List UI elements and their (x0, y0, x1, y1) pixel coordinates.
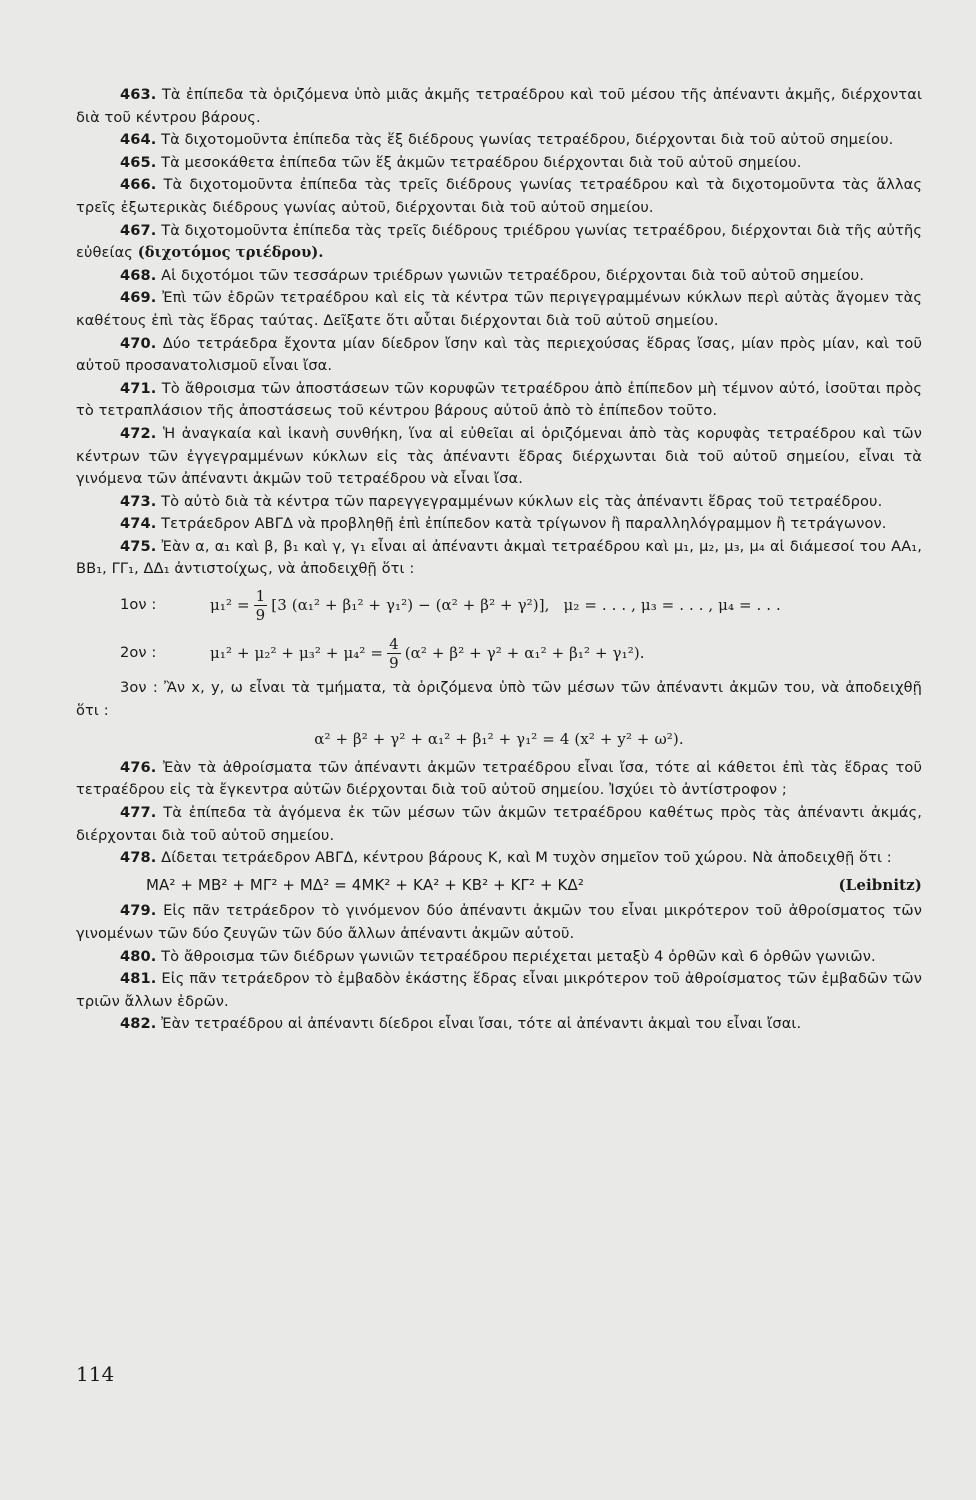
exercise-number: 480. (120, 947, 157, 965)
formula-3 (76, 677, 922, 722)
exercise-number: 481. (120, 970, 157, 988)
exercise-text: Τὸ ἄθροισμα τῶν διέδρων γωνιῶν τετραέδρου περιέχεται μεταξὺ 4 ὀρθῶν καὶ 6 ὀρθῶν γωνιῶν. (161, 947, 876, 965)
exercise-482 (76, 1013, 922, 1036)
exercise-number: 467. (120, 221, 157, 239)
formula-2 (76, 629, 922, 677)
exercise-text: Ἐὰν τὰ ἀθροίσματα τῶν ἀπέναντι ἀκμῶν τετραέδρου εἶναι ἴσα, τότε αἱ κάθετοι ἐπὶ τὰς ἕδρας τοῦ τετραέδρου εἰς τὰ ἔγκεντρα αὐτῶν διέρχονται διὰ τοῦ αὐτοῦ σημείου. Ἰσχύει τὸ ἀντίστροφον ; (76, 758, 922, 799)
exercise-text: Τὸ αὐτὸ διὰ τὰ κέντρα τῶν παρεγγεγραμμένων κύκλων εἰς τὰς ἀπέναντι ἕδρας τοῦ τετραέδρου. (161, 492, 883, 510)
formula-body: [3 (α₁² + β₁² + γ₁²) − (α² + β² + γ²)], (271, 595, 550, 614)
exercise-469 (76, 287, 922, 332)
exercise-468 (76, 265, 922, 288)
exercise-number: 477. (120, 804, 157, 822)
fraction (387, 635, 401, 672)
formula-1 (76, 581, 922, 629)
exercise-text: Εἰς πᾶν τετράεδρον τὸ γινόμενον δύο ἀπέναντι ἀκμῶν του εἶναι μικρότερον τοῦ ἀθροίσματος τῶν γινομένων τῶν δύο ζευγῶν τῶν δύο ἄλλων ἀπέναντι ἀκμῶν αὐτοῦ. (76, 902, 922, 942)
formula-label: 3ον : (120, 679, 158, 697)
leibnitz-formula: ΜΑ² + ΜΒ² + ΜΓ² + ΜΔ² = 4ΜΚ² + ΚΑ² + ΚΒ² + ΚΓ² + ΚΔ² (146, 875, 584, 894)
fraction (254, 587, 268, 624)
exercise-470 (76, 333, 922, 378)
exercise-number: 482. (120, 1015, 157, 1033)
exercise-number: 475. (120, 537, 157, 555)
formula-lhs: μ₁² = (210, 595, 250, 614)
exercise-464 (76, 129, 922, 152)
exercise-number: 479. (120, 902, 157, 920)
exercise-text: Ἐπὶ τῶν ἑδρῶν τετραέδρου καὶ εἰς τὰ κέντρα τῶν περιγεγραμμένων κύκλων περὶ αὐτὰς ἄγομεν τὰς καθέτους ἐπὶ τὰς ἕδρας ταύτας. Δεῖξατε ὅτι αὗται διέρχονται διὰ τοῦ αὐτοῦ σημείου. (76, 289, 922, 329)
exercise-text: Δύο τετράεδρα ἔχοντα μίαν δίεδρον ἴσην καὶ τὰς περιεχούσας ἕδρας ἴσας, μίαν πρὸς μίαν, καὶ τοῦ αὐτοῦ προσανατολισμοῦ εἶναι ἴσα. (76, 334, 922, 375)
exercise-472 (76, 423, 922, 491)
exercise-text: Δίδεται τετράεδρον ΑΒΓΔ, κέντρου βάρους Κ, καὶ Μ τυχὸν σημεῖον τοῦ χώρου. Νὰ ἀποδειχθῇ ὅτι : (161, 849, 892, 867)
exercise-number: 472. (120, 424, 157, 442)
exercise-text: Τὰ ἐπίπεδα τὰ ἀγόμενα ἐκ τῶν μέσων τῶν ἀκμῶν τετραέδρου καθέτως πρὸς τὰς ἀπέναντι ἀκμάς, διέρχονται διὰ τοῦ αὐτοῦ σημείου. (76, 804, 922, 844)
exercise-474 (76, 513, 922, 536)
fraction-numerator: 1 (255, 586, 266, 605)
formula-lhs: μ₁² + μ₂² + μ₃² + μ₄² = (210, 643, 384, 662)
exercise-text: Τὰ διχοτομοῦντα ἐπίπεδα τὰς ἕξ διέδρους γωνίας τετραέδρου, διέρχονται διὰ τοῦ αὐτοῦ σημείου. (161, 131, 894, 149)
exercise-number: 473. (120, 492, 157, 510)
exercise-number: 469. (120, 289, 157, 307)
formula-rest: μ₂ = . . . , μ₃ = . . . , μ₄ = . . . (563, 595, 781, 614)
formula-text: Ἂν x, y, ω εἶναι τὰ τμήματα, τὰ ὁριζόμενα ὑπὸ τῶν μέσων τῶν ἀπέναντι ἀκμῶν του, νὰ ἀποδειχθῇ ὅτι : (76, 679, 923, 719)
formula-body: (α² + β² + γ² + α₁² + β₁² + γ₁²). (404, 643, 645, 662)
leibnitz-equation (76, 874, 922, 897)
exercise-number: 466. (120, 176, 157, 194)
exercise-466 (76, 174, 922, 219)
exercise-480 (76, 946, 922, 969)
exercise-text: Τὸ ἄθροισμα τῶν ἀποστάσεων τῶν κορυφῶν τετραέδρου ἀπὸ ἐπίπεδον μὴ τέμνον αὐτό, ἰσοῦται πρὸς τὸ τετραπλάσιον τῆς ἀποστάσεως τοῦ κέντρου βάρους αὐτοῦ ἀπὸ τὸ ἐπίπεδον τοῦτο. (76, 379, 922, 420)
exercise-471 (76, 378, 922, 423)
exercise-text: Τετράεδρον ΑΒΓΔ νὰ προβληθῇ ἐπὶ ἐπίπεδον κατὰ τρίγωνον ἢ παραλληλόγραμμον ἢ τετράγωνον. (161, 515, 887, 533)
exercise-number: 474. (120, 515, 157, 533)
bisector-term: (διχοτόμος τριέδρου). (137, 244, 324, 262)
exercise-text: Ἐὰν τετραέδρου αἱ ἀπέναντι δίεδροι εἶναι ἴσαι, τότε αἱ ἀπέναντι ἀκμαὶ του εἶναι ἴσαι. (161, 1015, 802, 1033)
exercise-text: Τὰ διχοτομοῦντα ἐπίπεδα τὰς τρεῖς διέδρους τριέδρου γωνίας τετραέδρου, διέρχονται διὰ τῆς αὐτῆς εὐθείας (76, 221, 922, 262)
exercise-list (76, 84, 922, 1036)
exercise-text: Ἐὰν α, α₁ καὶ β, β₁ καὶ γ, γ₁ εἶναι αἱ ἀπέναντι ἀκμαὶ τετραέδρου καὶ μ₁, μ₂, μ₃, μ₄ αἱ διάμεσοί του ΑΑ₁, ΒΒ₁, ΓΓ₁, ΔΔ₁ ἀντιστοίχως, νὰ ἀποδειχθῇ ὅτι : (76, 537, 922, 578)
exercise-text: Αἱ διχοτόμοι τῶν τεσσάρων τριέδρων γωνιῶν τετραέδρου, διέρχονται διὰ τοῦ αὐτοῦ σημείου. (161, 266, 865, 284)
formula-label: 2ον : (120, 643, 157, 661)
leibnitz-tag: (Leibnitz) (838, 875, 922, 894)
exercise-text: Εἰς πᾶν τετράεδρον τὸ ἐμβαδὸν ἑκάστης ἕδρας εἶναι μικρότερον τοῦ ἀθροίσματος τῶν ἐμβαδῶν τῶν τριῶν ἄλλων ἑδρῶν. (76, 970, 922, 1010)
exercise-478 (76, 847, 922, 870)
exercise-text: Τὰ ἐπίπεδα τὰ ὁριζόμενα ὑπὸ μιᾶς ἀκμῆς τετραέδρου καὶ τοῦ μέσου τῆς ἀπέναντι ἀκμῆς, διέρχονται διὰ τοῦ κέντρου βάρους. (76, 86, 922, 126)
exercise-number: 470. (120, 334, 157, 352)
exercise-text: Τὰ μεσοκάθετα ἐπίπεδα τῶν ἕξ ἀκμῶν τετραέδρου διέρχονται διὰ τοῦ αὐτοῦ σημείου. (161, 153, 802, 171)
fraction-denominator: 9 (389, 653, 399, 672)
exercise-number: 463. (120, 86, 157, 103)
exercise-467 (76, 220, 922, 265)
exercise-number: 465. (120, 153, 157, 171)
exercise-463 (76, 84, 922, 129)
exercise-number: 471. (120, 379, 157, 397)
exercise-465 (76, 152, 922, 175)
fraction-numerator: 4 (389, 634, 399, 653)
exercise-number: 478. (120, 849, 157, 867)
exercise-475 (76, 536, 922, 581)
formula-label: 1ον : (120, 595, 157, 613)
exercise-number: 468. (120, 266, 157, 284)
exercise-481 (76, 968, 922, 1013)
exercise-number: 464. (120, 131, 157, 149)
fraction-denominator: 9 (255, 605, 266, 624)
page-number: 114 (76, 1362, 115, 1386)
exercise-number: 476. (120, 758, 157, 776)
exercise-479 (76, 900, 922, 945)
exercise-476 (76, 757, 922, 802)
exercise-477 (76, 802, 922, 847)
exercise-text: Ἡ ἀναγκαία καὶ ἱκανὴ συνθήκη, ἵνα αἱ εὐθεῖαι αἱ ὁριζόμεναι ἀπὸ τὰς κορυφὰς τετραέδρου καὶ τῶν κέντρων τῶν ἐγγεγραμμένων κύκλων εἰς τὰς ἀπέναντι ἕδρας διέρχωνται διὰ τοῦ αὐτοῦ σημείου, εἶναι τὰ γινόμενα τῶν ἀπέναντι ἀκμῶν τοῦ τετραέδρου νὰ εἶναι ἴσα. (76, 424, 922, 488)
exercise-text: Τὰ διχοτομοῦντα ἐπίπεδα τὰς τρεῖς διέδρους γωνίας τετραέδρου καὶ τὰ διχοτομοῦντα τὰς ἄλλας τρεῖς ἐξωτερικὰς διέδρους γωνίας αὐτοῦ, διέρχονται διὰ τοῦ αὐτοῦ σημείου. (76, 176, 922, 216)
exercise-473 (76, 491, 922, 514)
formula-3-equation: α² + β² + γ² + α₁² + β₁² + γ₁² = 4 (x² + y² + ω²). (314, 730, 684, 749)
